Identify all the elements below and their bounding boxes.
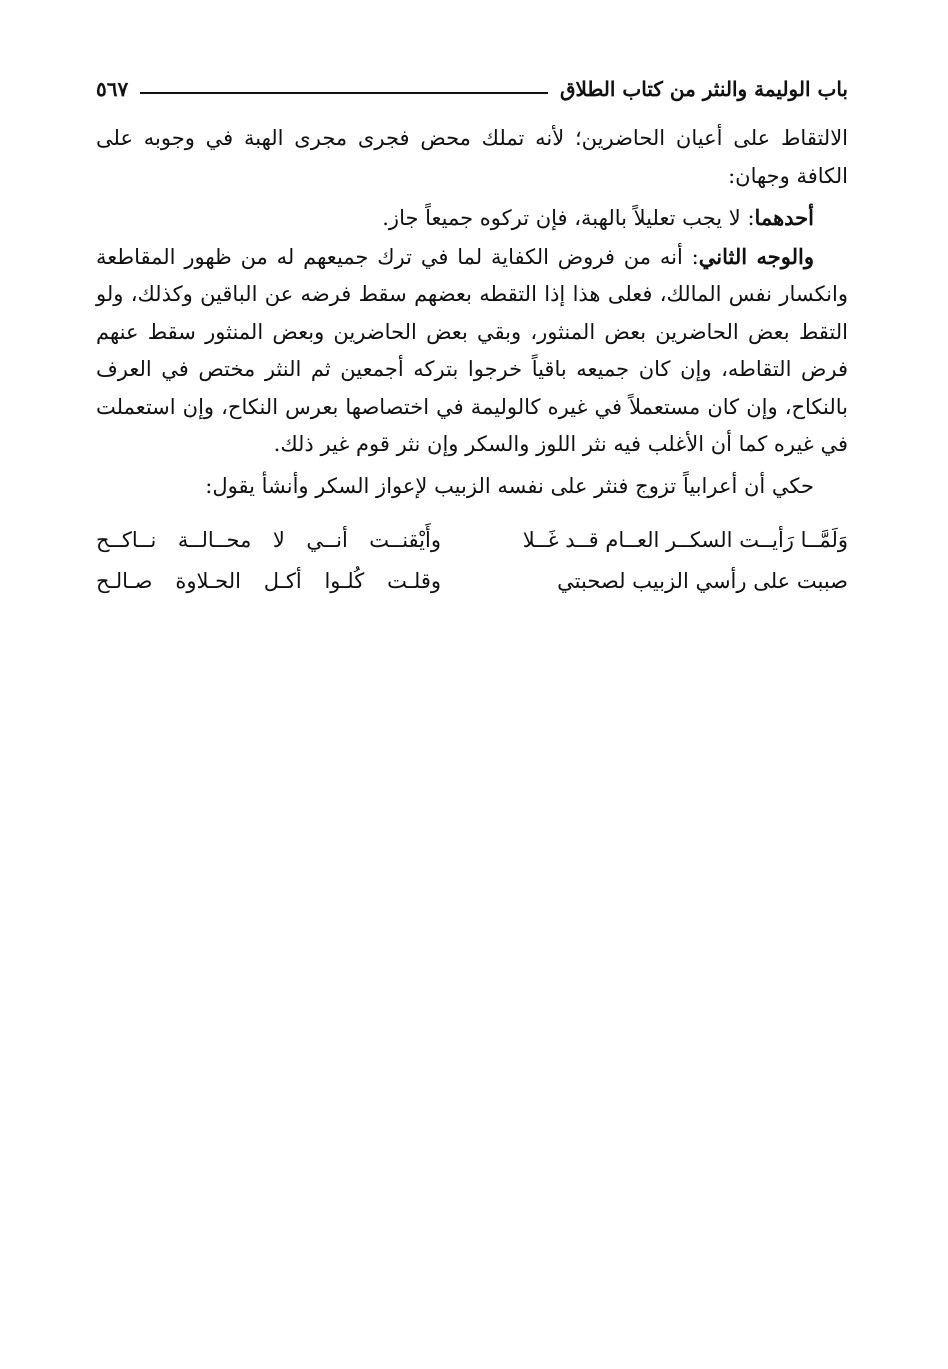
chapter-title: باب الوليمة والنثر من كتاب الطلاق [559,77,848,101]
body-text [96,120,848,505]
paragraph-text: : أنه من فروض الكفاية لما في ترك جميعهم له من ظهور المقاطعة وانكسار نفس المالك، فعلى هذا إذا التقطه بعضهم سقط فرضه عن الباقين وكذلك، ولو التقط بعض الحاضرين بعض المنثور، وبقي بعض الحاضرين وبعض المنثور سقط عنهم فرض التقاطه، وإن كان جميعه باقياً خرجوا بتركه أجمعين ثم النثر مختص في العرف بالنكاح، وإن كان مستعملاً في غيره كالوليمة في اختصاصها بعرس النكاح، وإن استعملت في غيره كما أن الأغلب فيه نثر اللوز والسكر وإن نثر قوم غير ذلك. [96,244,848,456]
paragraph-text: حكي أن أعرابياً تزوج فنثر على نفسه الزبيب لإعواز السكر وأنشأ يقول: [205,473,814,498]
poem [96,520,848,602]
poem-verse [96,561,848,602]
poem-hemistich-second: وأَيْقنــت أنــي لا محــالــة نــاكــح [96,528,441,552]
paragraph-text: الالتقاط على أعيان الحاضرين؛ لأنه تملك محض فجرى مجرى الهبة في وجوبه على الكافة وجهان: [96,126,848,188]
paragraph [96,468,848,506]
paragraph-text: : لا يجب تعليلاً بالهبة، فإن تركوه جميعاً جاز. [382,206,755,230]
paragraph [96,120,848,195]
paragraph [96,199,848,238]
paragraph-lead: أحدهما [754,205,814,230]
poem-hemistich-second: وقلـت كُلـوا أكـل الحـلاوة صـالـح [96,569,441,593]
page-number: ٥٦٧ [96,77,129,101]
running-header [96,72,848,106]
poem-hemistich-first: وَلَمَّــا رَأيــت السكــر العــام قــد غَــلا [522,528,848,552]
poem-verse [96,520,848,561]
header-rule [140,92,548,94]
poem-hemistich-first: صببت على رأسي الزبيب لصحبتي [557,569,848,593]
paragraph-lead: والوجه الثاني [698,243,814,269]
paragraph [96,238,848,464]
